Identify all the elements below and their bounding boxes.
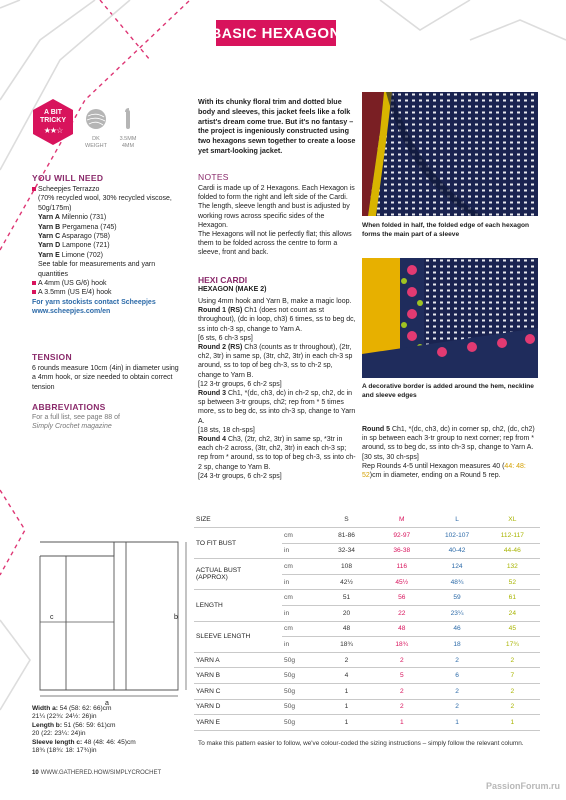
round-3: Round 3 Ch1, *(dc, ch3, dc) in ch-2 sp, ch2, dc in sp between 3-tr groups, ch2; rep from * 5 times more, ss to beg dc, ss into ch-3 sp, change to Yarn A.: [198, 390, 356, 425]
sleeve-fold-photo: [362, 92, 538, 216]
table-row: in 18¾ 18¾ 18 17¾: [194, 637, 540, 653]
length-dimension-in: 20 (22: 23¼: 24)in: [32, 730, 86, 738]
dimensions-list: [32, 705, 192, 755]
list-item: Yarn D Lampone (721): [38, 242, 110, 250]
list-item: A 3.5mm (US E/4) hook: [32, 288, 182, 297]
round-4-count: [24 3-tr groups, 6 ch-2 sps]: [198, 472, 282, 480]
list-item: Yarn C Asparago (758): [38, 233, 111, 241]
round-1-count: [6 sts, 6 ch-3 sps]: [198, 334, 253, 342]
round-3-count: [18 sts, 18 ch-sps]: [198, 426, 255, 434]
round-1: Round 1 (RS) Ch1 (does not count as st throughout), (dc in loop, ch3) 6 times, ss to beg dc, ss into ch-3 sp, change to Yarn A.: [198, 307, 356, 333]
difficulty-stars: ★★☆: [43, 126, 63, 135]
pattern-start: Using 4mm hook and Yarn B, make a magic loop.: [198, 298, 352, 305]
difficulty-badge: [32, 98, 74, 146]
width-dimension-in: 21¼ (22¾: 24½: 26)in: [32, 713, 97, 721]
table-row: YARN E 50g 1 1 1 1: [194, 715, 540, 731]
list-item: Yarn A Milennio (731): [38, 214, 107, 222]
repeat-instruction: Rep Rounds 4-5 until Hexagon measures 40 (44: 48: 52)cm in diameter, ending on a Round 5 rep.: [362, 462, 526, 480]
list-item: Yarn E Limone (702): [38, 251, 103, 259]
you-will-need-list: [32, 185, 182, 317]
watermark: PassionForum.ru: [485, 781, 560, 791]
list-item: (70% recycled wool, 30% recycled viscose, 50g/175m): [38, 195, 172, 212]
pattern-instructions: [198, 297, 356, 481]
difficulty-label: A BIT TRICKY: [39, 109, 67, 124]
notes-text: [198, 184, 356, 258]
border-detail-photo: [362, 258, 538, 378]
yarn-weight-meta: DK WEIGHT: [78, 108, 114, 150]
tension-text: 6 rounds measure 10cm (4in) in diameter using a 4mm hook, or size needed to obtain correct tension: [32, 365, 179, 391]
intro-paragraph: With its chunky floral trim and dotted blue body and sleeves, this jacket feels like a folk artist's dream come true. But it's no fantasy – the project is ingeniously constructed using two hexagons sewn together to create a loose yet smart-looking jacket.: [198, 97, 356, 155]
hexi-cardi-heading: HEXI CARDI: [198, 275, 248, 285]
page-number: 10: [32, 770, 39, 776]
table-row: YARN B 50g 4 5 6 7: [194, 668, 540, 684]
photo-1-caption: When folded in half, the folded edge of each hexagon forms the main part of a sleeve: [362, 222, 530, 238]
title-main: HEXAGON: [261, 24, 341, 42]
abbreviations-heading: ABBREVIATIONS: [32, 402, 106, 412]
length-dimension: Length b: 51 (56: 59: 61)cm: [32, 721, 116, 729]
table-row: SLEEVE LENGTH cm 48 48 46 45: [194, 621, 540, 637]
crochet-hook-icon: [117, 108, 139, 130]
notes-heading: NOTES: [198, 172, 229, 182]
table-row: in 32-34 36-38 40-42 44-46: [194, 543, 540, 559]
table-row: ACTUAL BUST (APPROX) cm 108 116 124 132: [194, 559, 540, 575]
yarn-ball-icon: [85, 108, 107, 130]
list-item: A 4mm (US G/6) hook: [32, 279, 182, 288]
list-item: See table for measurements and yarn quantities: [38, 261, 156, 278]
colour-coding-note: To make this pattern easier to follow, we've colour-coded the sizing instructions – simply follow the relevant column.: [198, 740, 524, 747]
photo-2-caption: A decorative border is added around the hem, neckline and sleeve edges: [362, 383, 534, 399]
table-row: YARN A 50g 2 2 2 2: [194, 652, 540, 668]
table-row: YARN D 50g 1 2 2 2: [194, 699, 540, 715]
hook-size-meta: 3.5MM 4MM: [110, 108, 146, 150]
page-folio: [32, 770, 161, 776]
table-row: in 20 22 23¼ 24: [194, 606, 540, 622]
garment-schematic-diagram: [26, 522, 192, 707]
round-5-instructions: [362, 425, 538, 480]
notes-paragraph-2: The Hexagons will not lie perfectly flat; this allows them to be folded across the centre to form a sleeve, front and back.: [198, 231, 352, 257]
title-banner: [211, 20, 341, 46]
notes-paragraph-1: Cardi is made up of 2 Hexagons. Each Hexagon is folded to form the right and left side of the Cardi. The length, sleeve length and bust is adjusted by working rows across specific sides of the Hexagon.: [198, 185, 355, 229]
folio-url: WWW.GATHERED.HOW/SIMPLYCROCHET: [40, 770, 162, 776]
table-row: TO FIT BUST cm 81-86 92-97 102-107 112-117: [194, 528, 540, 544]
table-row: SIZE S M L XL: [194, 512, 540, 528]
sleeve-dimension: Sleeve length c: 48 (48: 46: 45)cm: [32, 738, 136, 746]
title-lead: BASIC: [211, 25, 258, 41]
round-5-count: [30 sts, 30 ch-sps]: [362, 453, 419, 461]
round-2: Round 2 (RS) Ch3 (counts as tr throughout), (2tr, ch2, 3tr) in same sp, (3tr, ch2, 3tr) in each ch-3 sp around, ss to top of beg ch-3, ss to ch-2 sp, change to Yarn B.: [198, 344, 353, 379]
diagram-label-c: c: [50, 614, 54, 621]
diagram-label-a: a: [105, 700, 109, 707]
hexagon-subheading: HEXAGON (MAKE 2): [198, 286, 267, 293]
stockists-text: For yarn stockists contact Scheepjes: [32, 298, 156, 306]
list-item: Yarn B Pergamena (745): [38, 223, 117, 231]
stockists-link[interactable]: www.scheepjes.com/en: [32, 308, 111, 316]
tension-heading: TENSION: [32, 352, 72, 362]
round-5: Round 5 Ch1, *(dc, ch3, dc) in corner sp, ch2, (dc, ch2) in sp between each 3-tr group to next corner; rep from * around, ss to beg dc, ss into ch-3 sp, change to Yarn A.: [362, 426, 535, 452]
abbreviations-text: For a full list, see page 88 of Simply Crochet magazine: [32, 414, 120, 431]
you-will-need-heading: YOU WILL NEED: [32, 173, 104, 183]
table-row: YARN C 50g 1 2 2 2: [194, 684, 540, 700]
list-item: Scheepjes Terrazzo: [32, 185, 182, 194]
size-table: [194, 512, 540, 731]
round-2-count: [12 3-tr groups, 6 ch-2 sps]: [198, 380, 282, 388]
table-row: in 42½ 45½ 48¾ 52: [194, 574, 540, 590]
diagram-label-b: b: [174, 614, 178, 621]
width-dimension: Width a: 54 (58: 62: 66)cm: [32, 705, 112, 712]
sleeve-dimension-in: 18¾ (18¾: 18: 17¾)in: [32, 747, 97, 755]
table-row: LENGTH cm 51 56 59 61: [194, 590, 540, 606]
round-4: Round 4 Ch3, (2tr, ch2, 3tr) in same sp, *3tr in each ch-2 across, (3tr, ch2, 3tr) in each ch-3 sp; rep from * around, ss to top of beg ch-3, ss into ch-2 sp, change to Yarn B.: [198, 436, 356, 471]
